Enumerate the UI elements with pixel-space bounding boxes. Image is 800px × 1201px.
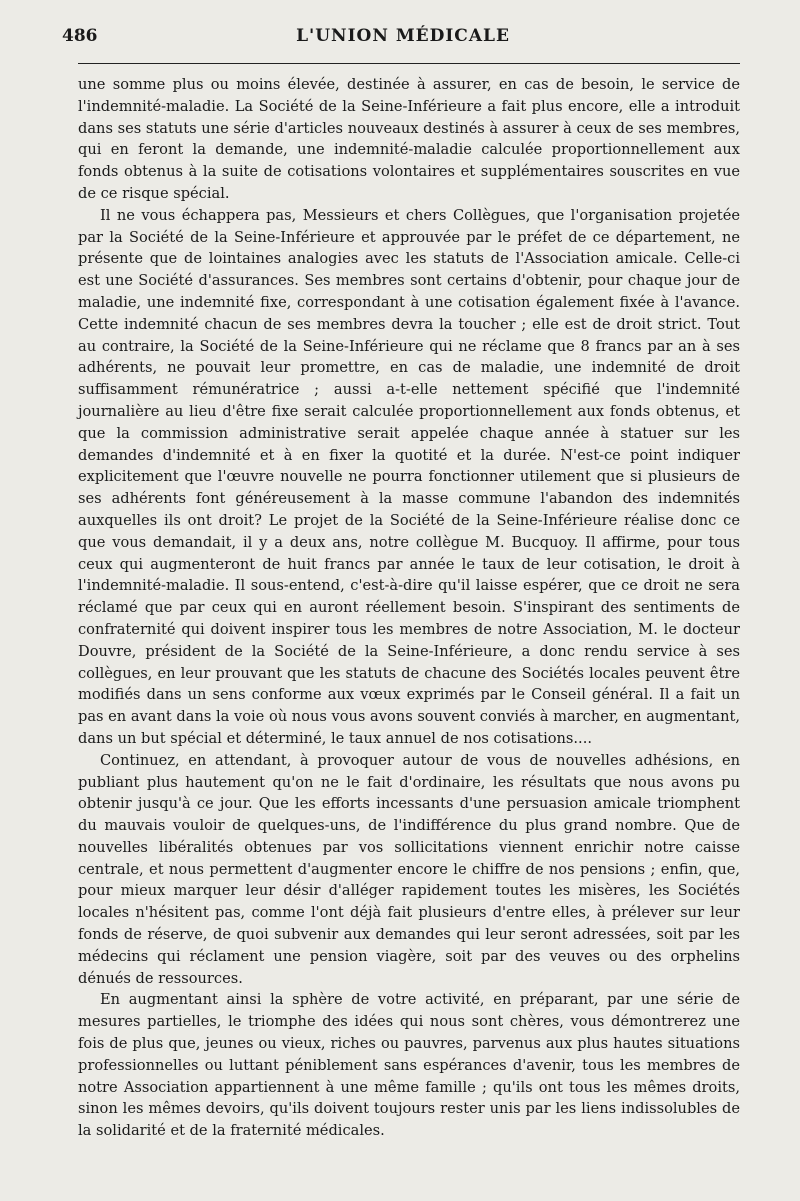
paragraph: En augmentant ainsi la sphère de votre activité, en préparant, par une série de mesures partielles, le triomphe des idées qui nous sont chères, vous démontrerez une fois de plus que, jeunes ou vieux, riches ou pauvres, parvenus aux plus hautes situations professionnelles ou luttant péniblement sans espérances d'avenir, tous les membres de notre Association appartiennent à une même famille ; qu'ils ont tous les mêmes droits, sinon les mêmes devoirs, qu'ils doivent toujours rester unis par les liens indissolubles de la solidarité et de la fraternité médicales. [78, 991, 740, 1140]
page-header [62, 26, 744, 50]
header-rule [78, 63, 740, 64]
body-text [78, 74, 740, 1142]
paragraph: Continuez, en attendant, à provoquer autour de vous de nouvelles adhésions, en publiant plus hautement qu'on ne le fait d'ordinaire, les résultats que nous avons pu obtenir jusqu'à ce jour. Que les efforts incessants d'une persuasion amicale triomphent du mauvais vouloir de quelques-uns, de l'indifférence du plus grand nombre. Que de nouvelles libéralités obtenues par vos sollicitations viennent enrichir notre caisse centrale, et nous permettent d'augmenter encore le chiffre de nos pensions ; enfin, que, pour mieux marquer leur désir d'alléger rapidement toutes les misères, les Sociétés locales n'hésitent pas, comme l'ont déjà fait plusieurs d'entre elles, à prélever sur leur fonds de réserve, de quoi subvenir aux demandes qui leur seront adressées, soit par les médecins qui réclament une pension viagère, soit par des veuves ou des orphelins dénués de ressources. [78, 751, 740, 987]
running-title: L'UNION MÉDICALE [296, 26, 510, 46]
paragraph: une somme plus ou moins élevée, destinée à assurer, en cas de besoin, le service de l'indemnité-maladie. La Société de la Seine-Inférieure a fait plus encore, elle a introduit dans ses statuts une série d'articles nouveaux destinés à assurer à ceux de ses membres, qui en feront la demande, une indemnité-maladie calculée proportionnellement aux fonds obtenus à la suite de cotisations volontaires et supplémentaires souscrites en vue de ce risque spécial. [78, 76, 740, 202]
paragraph: Il ne vous échappera pas, Messieurs et chers Collègues, que l'organisation projetée par la Société de la Seine-Inférieure et approuvée par le préfet de ce département, ne présente que de lointaines analogies avec les statuts de l'Association amicale. Celle-ci est une Société d'assurances. Ses membres sont certains d'obtenir, pour chaque jour de maladie, une indemnité fixe, correspondant à une cotisation également fixée à l'avance. Cette indemnité chacun de ses membres devra la toucher ; elle est de droit strict. Tout au contraire, la Société de la Seine-Inférieure qui ne réclame que 8 francs par an à ses adhérents, ne pouvait leur promettre, en cas de maladie, une indemnité de droit suffisamment rémunératrice ; aussi a-t-elle nettement spécifié que l'indemnité journalière au lieu d'être fixe serait calculée proportionnellement aux fonds obtenus, et que la commission administrative serait appelée chaque année à statuer sur les demandes d'indemnité et à en fixer la quotité et la durée. N'est-ce point indiquer explicitement que l'œuvre nouvelle ne pourra fonctionner utilement que si plusieurs de ses adhérents font généreusement à la masse commune l'abandon des indemnités auxquelles ils ont droit? Le projet de la Société de la Seine-Inférieure réalise donc ce que vous demandait, il y a deux ans, notre collègue M. Bucquoy. Il affirme, pour tous ceux qui augmenteront de huit francs par année le taux de leur cotisation, le droit à l'indemnité-maladie. Il sous-entend, c'est-à-dire qu'il laisse espérer, que ce droit ne sera réclamé que par ceux qui en auront réellement besoin. S'inspirant des sentiments de confraternité qui doivent inspirer tous les membres de notre Association, M. le docteur Douvre, président de la Société de la Seine-Inférieure, a donc rendu service à ses collègues, en leur prouvant que les statuts de chacune des Sociétés locales peuvent être modifiés dans un sens conforme aux vœux exprimés par le Conseil général. Il a fait un pas en avant dans la voie où nous vous avons souvent conviés à marcher, en augmentant, dans un but spécial et déterminé, le taux annuel de nos cotisations.... [78, 206, 740, 747]
page-number: 486 [62, 26, 98, 46]
